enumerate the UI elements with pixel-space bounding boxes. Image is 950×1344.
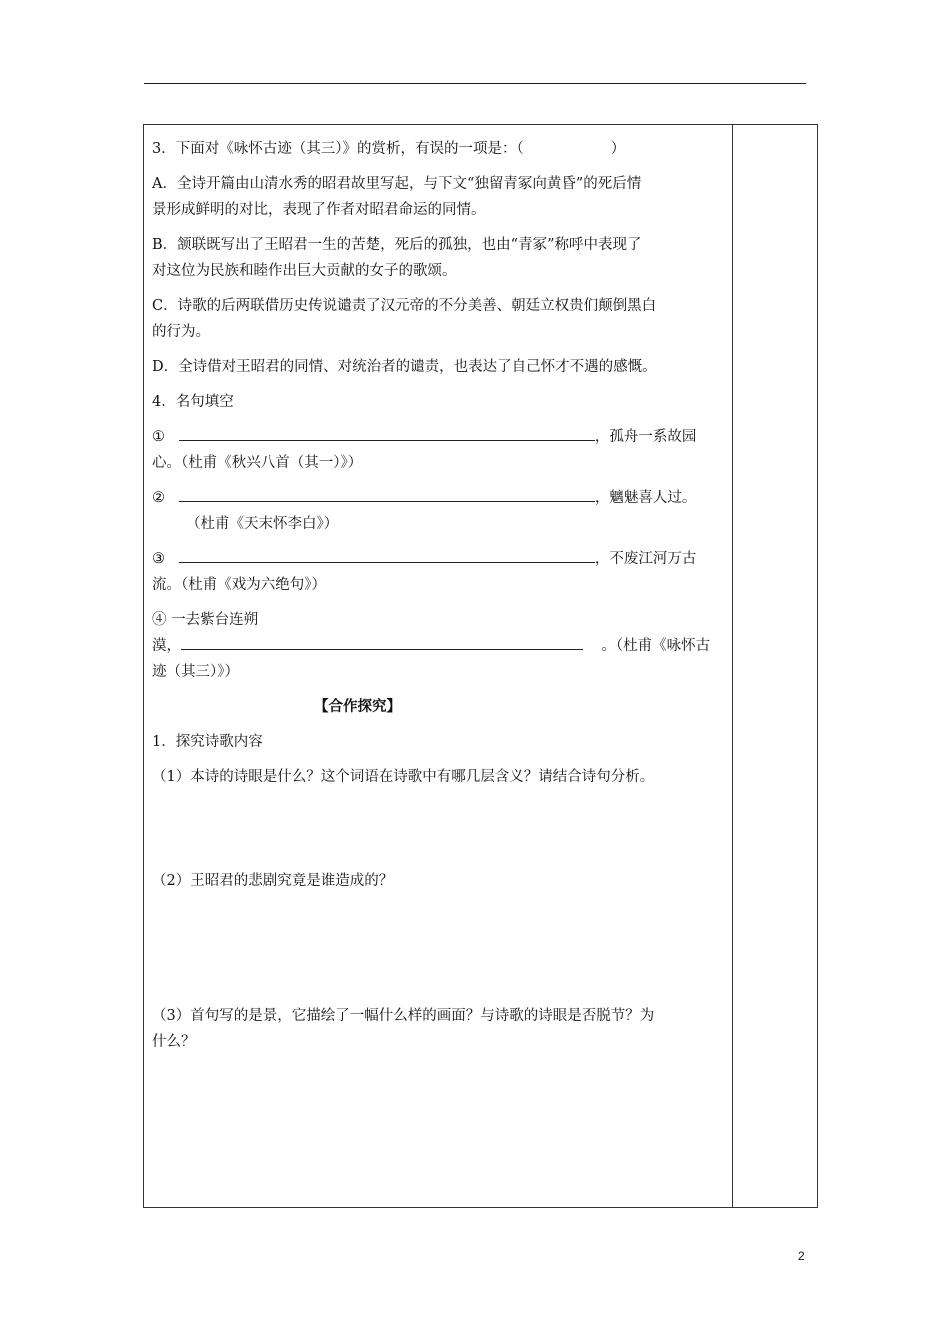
option-a-line-2: 景形成鲜明的对比，表现了作者对昭君命运的同情。 [152,202,486,218]
fill-item-4 [152,633,724,659]
fill-item-3-source: 流。（杜甫《戏为六绝句》） [152,577,326,593]
fill-item-3-tail: ，不废江河万古 [594,551,697,567]
fill-item-4-source: 迹（其三）》） [152,664,239,680]
fill-blank-1[interactable] [179,424,595,441]
fill-blank-3[interactable] [179,546,595,563]
option-a-line-1: A．全诗开篇由山清水秀的昭君故里写起，与下文“独留青冢向黄昏”的死后情 [152,176,642,192]
question-3-stem: 3．下面对《咏怀古迹（其三）》的赏析，有误的一项是：（ ） [152,141,626,157]
fill-blank-2[interactable] [179,485,595,502]
answer-space-1[interactable] [152,790,724,868]
section-title-cooperation: 【合作探究】 [314,699,401,715]
answer-space-2[interactable] [152,894,724,994]
explore-question-3-line-2: 什么？ [152,1034,196,1050]
table-side-column-divider [732,124,733,1208]
fill-item-4-head: 漠， [152,638,181,654]
header-rule [144,83,806,84]
explore-heading: 1．探究诗歌内容 [152,734,263,750]
fill-item-2-mark: ② [152,490,165,506]
fill-item-1-mark: ① [152,429,165,445]
fill-item-2-tail: ，魑魅喜人过。 [594,490,697,506]
explore-question-2: （2）王昭君的悲剧究竟是谁造成的？ [152,873,394,889]
fill-blank-4[interactable] [181,633,583,650]
option-c-line-2: 的行为。 [152,324,210,340]
question-4-title: 4．名句填空 [152,394,234,410]
fill-item-3 [152,546,724,572]
fill-item-1-source: 心。（杜甫《秋兴八首（其一）》） [152,455,363,471]
fill-item-4-line-1: ④ 一去紫台连朔 [152,612,259,628]
option-c-line-1: C．诗歌的后两联借历史传说谴责了汉元帝的不分美善、朝廷立权贵们颠倒黑白 [152,298,657,314]
option-b-line-1: B．颔联既写出了王昭君一生的苦楚，死后的孤独，也由“青冢”称呼中表现了 [152,237,642,253]
fill-item-1-tail: ，孤舟一系故园 [594,429,697,445]
fill-item-1 [152,424,724,450]
explore-question-1: （1）本诗的诗眼是什么？这个词语在诗歌中有哪几层含义？请结合诗句分析。 [152,769,655,785]
explore-question-3-line-1: （3）首句写的是景，它描绘了一幅什么样的画面？与诗歌的诗眼是否脱节？为 [152,1008,655,1024]
fill-item-4-tail: 。（杜甫《咏怀古 [601,638,711,654]
fill-item-2 [152,485,724,511]
option-d-line-1: D．全诗借对王昭君的同情、对统治者的谴责，也表达了自己怀才不遇的感慨。 [152,359,657,375]
option-b-line-2: 对这位为民族和睦作出巨大贡献的女子的歌颂。 [152,263,457,279]
fill-item-3-mark: ③ [152,551,165,567]
fill-item-2-source: （杜甫《天末怀李白》） [186,516,339,532]
table-content-cell [152,136,724,1055]
page-number: 2 [798,1249,805,1263]
